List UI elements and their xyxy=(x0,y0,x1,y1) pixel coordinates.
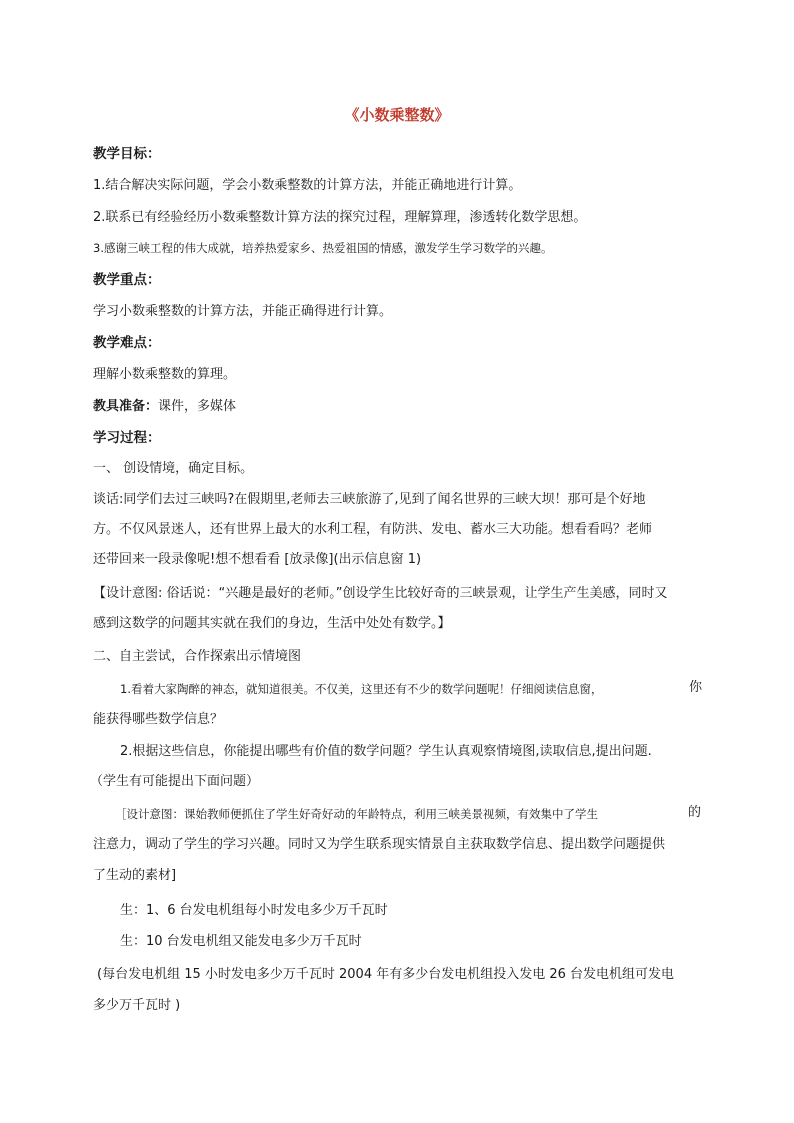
student-answer-3b: 多少万千瓦时 ) xyxy=(93,998,181,1013)
difficulty-text: 理解小数乘整数的算理。 xyxy=(93,367,237,382)
talk-line-3: 还带回来一段录像呢!想不想看看 [放录像](出示信息窗 1) xyxy=(93,552,422,567)
question-1a: 1.看着大家陶醉的神态，就知道很美。不仅美，这里还有不少的数学问题呢！仔细阅读信息窗， xyxy=(120,682,603,696)
talk-line-1: 谈话:同学们去过三峡吗?在假期里,老师去三峡旅游了,见到了闻名世界的三峡大坝！那可是个好地 xyxy=(93,492,646,507)
design-note-2a-end: 的 xyxy=(688,805,702,820)
tools-line xyxy=(93,397,236,417)
student-answer-2: 生：10 台发电机组又能发电多少万千瓦时 xyxy=(120,934,362,949)
difficulty-heading: 教学难点： xyxy=(93,335,161,351)
tools-label: 教具准备： xyxy=(93,399,159,414)
design-note-1a: 【设计意图: 俗话说：“兴趣是最好的老师。”创设学生比较好奇的三峡景观，让学生产生美感，同时又 xyxy=(93,586,668,601)
design-note-2c: 了生动的素材] xyxy=(93,868,177,883)
step-2: 二、自主尝试，合作探索出示情境图 xyxy=(93,649,302,664)
key-text: 学习小数乘整数的计算方法，并能正确得进行计算。 xyxy=(93,304,393,319)
goal-2: 2.联系已有经验经历小数乘整数计算方法的探究过程，理解算理，渗透转化数学思想。 xyxy=(93,210,587,225)
goal-3: 3.感谢三峡工程的伟大成就，培养热爱家乡、热爱祖国的情感，激发学生学习数学的兴趣。 xyxy=(93,241,553,255)
question-2b: （学生有可能提出下面问题） xyxy=(90,774,260,789)
document-title: 《小数乘整数》 xyxy=(344,106,450,124)
talk-line-2: 方。不仅风景迷人，还有世界上最大的水利工程，有防洪、发电、蓄水三大功能。想看看吗？老师 xyxy=(93,522,653,537)
key-heading: 教学重点： xyxy=(93,272,161,288)
question-2a: 2.根据这些信息，你能提出哪些有价值的数学问题？学生认真观察情境图,读取信息,提出问题. xyxy=(120,744,652,759)
student-answer-1: 生：1、6 台发电机组每小时发电多少万千瓦时 xyxy=(120,903,388,918)
goals-heading: 教学目标： xyxy=(93,146,161,162)
process-heading: 学习过程： xyxy=(93,430,161,446)
tools-text: 课件，多媒体 xyxy=(158,399,237,414)
goal-1: 1.结合解决实际问题，学会小数乘整数的计算方法，并能正确地进行计算。 xyxy=(93,178,522,193)
question-1a-end: 你 xyxy=(689,680,703,695)
step-1: 一、 创设情境，确定目标。 xyxy=(93,461,254,476)
design-note-2b: 注意力，调动了学生的学习兴趣。同时又为学生联系现实情景自主获取数学信息、提出数学问题提供 xyxy=(93,837,666,852)
design-note-1b: 感到这数学的问题其实就在我们的身边，生活中处处有数学。】 xyxy=(93,616,451,631)
student-answer-3a: (每台发电机组 15 小时发电多少万千瓦时 2004 年有多少台发电机组投入发电 26 台发电机组可发电 xyxy=(97,967,675,982)
design-note-2a: ［设计意图：课始教师便抓住了学生好奇好动的年龄特点，利用三峡美景视频，有效集中了学生 xyxy=(115,807,598,821)
question-1b: 能获得哪些数学信息？ xyxy=(93,712,224,727)
